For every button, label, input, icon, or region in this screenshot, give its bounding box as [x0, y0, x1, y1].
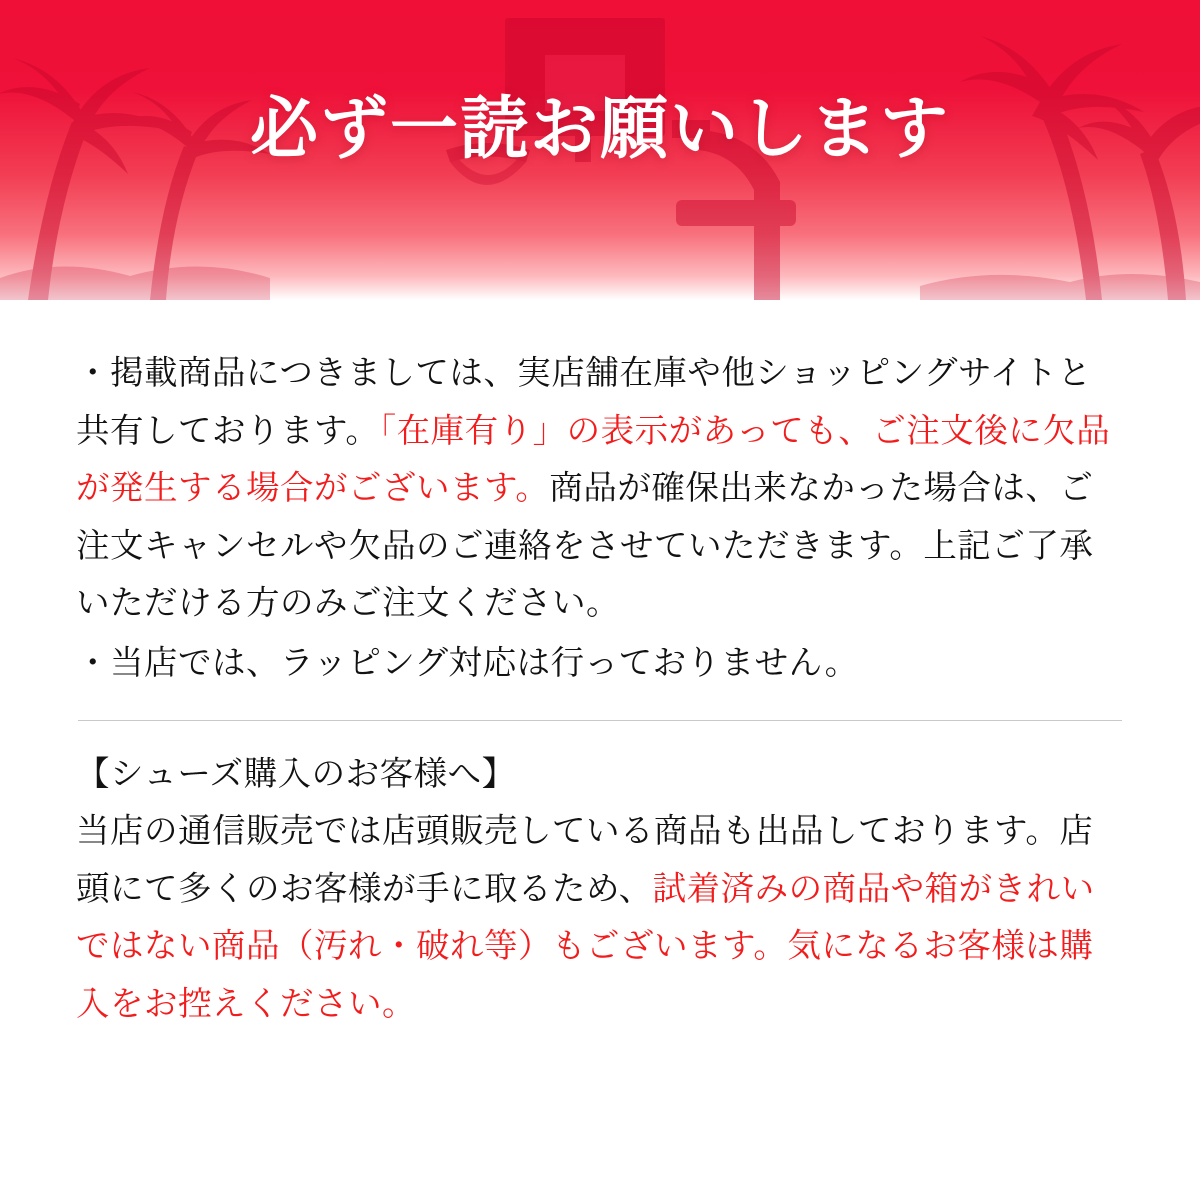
bullet2-segment-1: ・当店では、ラッピング対応は行っておりません。	[76, 643, 859, 683]
page-title: 必ず一読お願いします	[249, 90, 950, 169]
bullet1-segment-2-highlight: 「在庫有り」の表示があっても、ご注文後に欠品が発生する場合がございます。	[76, 410, 1111, 508]
shoes-body-segment-1: 当店の通信販売では店頭販売している商品も出品しております。店頭にて多くのお客様が手に取るため、	[76, 811, 1094, 908]
palm-tree-silhouette	[960, 36, 1144, 300]
section-divider	[78, 720, 1122, 721]
notice-bullet-2	[76, 634, 1124, 692]
bullet1-segment-1: ・掲載商品につきましては、実店舗在庫や他ショッピングサイトと共有しております。	[76, 353, 1092, 450]
notice-bullet-1	[76, 344, 1124, 632]
notice-content	[0, 300, 1200, 1033]
bullet1-segment-3: 商品が確保出来なかった場合は、ご注文キャンセルや欠品のご連絡をさせていただきます。上記ご了承いただける方のみご注文ください。	[76, 468, 1094, 623]
palm-tree-silhouette	[0, 58, 170, 300]
header-banner	[0, 0, 1200, 300]
shoes-section-heading: 【シューズ購入のお客様へ】	[76, 753, 516, 793]
shoes-section-body	[76, 802, 1124, 1032]
shoes-body-segment-2-highlight: 試着済みの商品や箱がきれいではない商品（汚れ・破れ等）もございます。気になるお客様は購入をお控えください。	[76, 868, 1095, 1024]
